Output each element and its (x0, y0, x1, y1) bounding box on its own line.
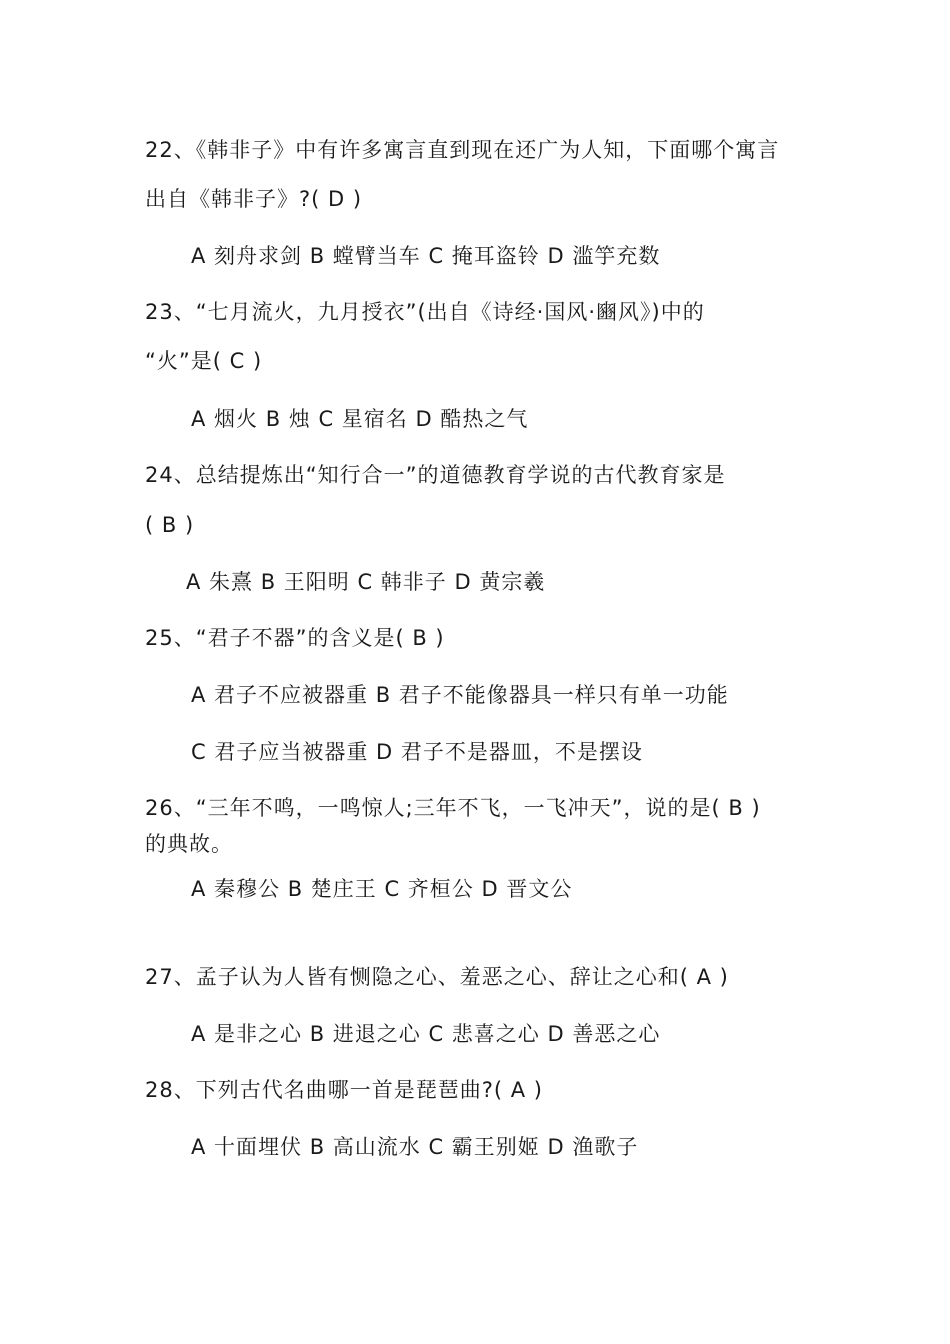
question-23-options: A 烟火 B 烛 C 星宿名 D 酷热之气 (191, 407, 529, 431)
question-28-line-1: 28、下列古代名曲哪一首是琵琶曲?( A ) (145, 1078, 543, 1102)
question-23-line-2: “火”是( C ) (145, 349, 263, 373)
question-22-line-2: 出自《韩非子》?( D ) (145, 187, 363, 211)
question-27-line-1: 27、孟子认为人皆有恻隐之心、羞恶之心、辞让之心和( A ) (145, 965, 729, 989)
question-24-options: A 朱熹 B 王阳明 C 韩非子 D 黄宗羲 (186, 570, 546, 594)
question-23-line-1: 23、“七月流火，九月授衣”(出自《诗经·国风·豳风》)中的 (145, 300, 705, 324)
question-24-line-1: 24、总结提炼出“知行合一”的道德教育学说的古代教育家是 (145, 463, 726, 487)
question-28-options: A 十面埋伏 B 高山流水 C 霸王别姬 D 渔歌子 (191, 1135, 639, 1159)
question-26-options: A 秦穆公 B 楚庄王 C 齐桓公 D 晋文公 (191, 877, 573, 901)
question-25-options-2: C 君子应当被器重 D 君子不是器皿，不是摆设 (191, 740, 643, 764)
question-25-options-1: A 君子不应被器重 B 君子不能像器具一样只有单一功能 (191, 683, 729, 707)
question-26-line-1: 26、“三年不鸣，一鸣惊人;三年不飞，一飞冲天”，说的是( B ) (145, 796, 761, 820)
question-27-options: A 是非之心 B 进退之心 C 悲喜之心 D 善恶之心 (191, 1022, 661, 1046)
question-25-line-1: 25、“君子不器”的含义是( B ) (145, 626, 445, 650)
question-22-line-1: 22、《韩非子》中有许多寓言直到现在还广为人知，下面哪个寓言 (145, 138, 780, 162)
question-26-line-2: 的典故。 (145, 832, 233, 856)
question-22-options: A 刻舟求剑 B 螳臂当车 C 掩耳盗铃 D 滥竽充数 (191, 244, 661, 268)
question-24-line-2: ( B ) (145, 513, 195, 537)
